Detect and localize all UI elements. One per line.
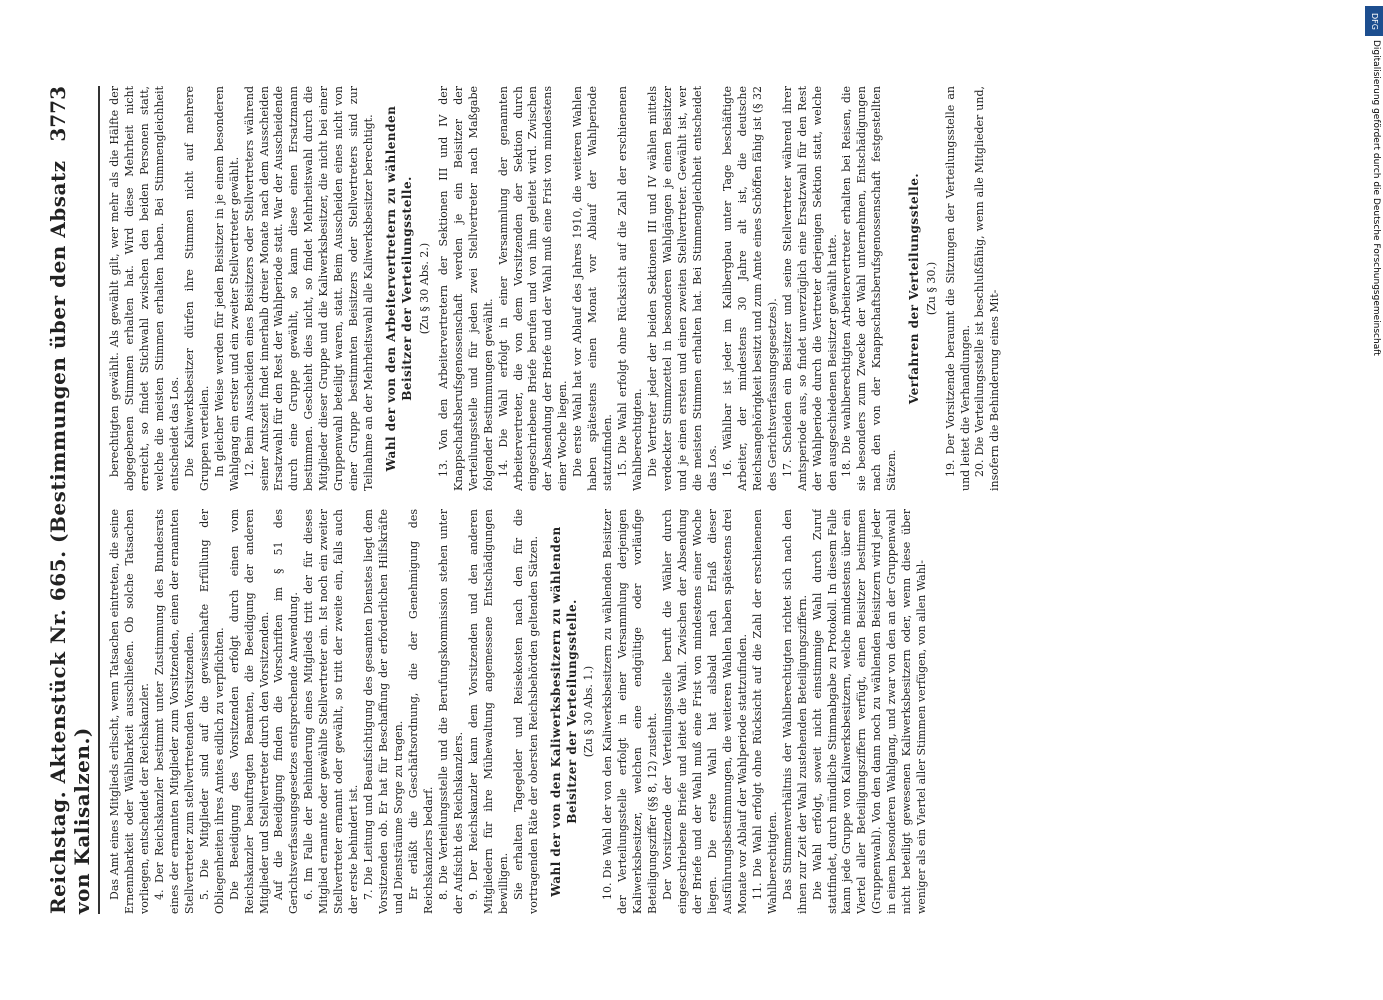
section-reference: (Zu § 30 Abs. 1.) (582, 665, 596, 758)
page-title: Reichstag. Aktenstück Nr. 665. (Bestimmungen über den Absatz von Kalisalzen.) (46, 160, 94, 914)
page-header (46, 86, 100, 914)
page-number: 3773 (46, 86, 70, 142)
paragraph: berechtigten gewählt. Als gewählt gilt, wer mehr als die Hälfte der abgegebenen Stimmen erhalten hat. Wird diese Mehrheit nicht erreicht, so findet Stichwahl zwischen den beiden Personen statt, welche die meisten Stimmen erhalten haben. Bei Stimmengleichheit entscheidet das Los. (108, 86, 181, 491)
paragraph: 18. Die wahlberechtigten Arbeitervertreter erhalten bei Reisen, die sie besonders zum Zwecke der Wahl unternehmen, Entschädigungen nach den von der Knappschaftsberufsgenossenschaft festgestellten Sätzen. (840, 86, 899, 491)
digitization-credit (1367, 40, 1381, 640)
paragraph: Sie erhalten Tagegelder und Reisekosten nach den für die vortragenden Räte der obersten Reichsbehörden geltenden Sätzen. (511, 509, 540, 914)
paragraph: 5. Die Mitglieder sind auf die gewissenhafte Erfüllung der Obliegenheiten ihres Amtes eidlich zu verpflichten. (197, 509, 226, 914)
paragraph: 15. Die Wahl erfolgt ohne Rücksicht auf die Zahl der erschienenen Wahlberechtigten. (616, 86, 645, 491)
paragraph: 7. Die Leitung und Beaufsichtigung des gesamten Dienstes liegt dem Vorsitzenden ob. Er hat für Beschaffung der erforderlichen Hilfskräfte und Diensträume Sorge zu tragen. (362, 509, 406, 914)
paragraph: Das Amt eines Mitglieds erlischt, wenn Tatsachen eintreten, die seine Ernennbarkeit oder Wählbarkeit ausschließen. Ob solche Tatsachen vorliegen, entscheidet der Reichskanzler. (108, 509, 151, 914)
paragraph: Die erste Wahl hat vor Ablauf des Jahres 1910, die weiteren Wahlen haben spätestens einen Monat vor Ablauf der Wahlperiode stattzufinden. (571, 86, 615, 491)
paragraph: Die Beeidigung des Vorsitzenden erfolgt durch einen vom Reichskanzler beauftragten Beamten, die Beeidigung der anderen Mitglieder und Stellvertreter durch den Vorsitzenden. (227, 509, 271, 914)
document-page (26, 60, 1356, 940)
section-heading: Wahl der von den Kaliwerksbesitzern zu wählenden Beisitzer der Verteilungsstelle. (548, 526, 579, 897)
section-heading: Wahl der von den Arbeitervertretern zu wählenden Beisitzer der Verteilungsstelle. (384, 105, 415, 472)
paragraph: 10. Die Wahl der von den Kaliwerksbesitzern zu wählenden Beisitzer der Verteilungsstelle erfolgt in einer Versammlung derjenigen Kaliwerksbesitzer, welchen eine endgültige oder vorläufige Beteiligungsziffer (§§ 8, 12) zusteht. (601, 509, 660, 914)
paragraph: Der Vorsitzende der Verteilungsstelle beruft die Wähler durch eingeschriebene Briefe und leitet die Wahl. Zwischen der Absendung der Briefe und der Wahl muß eine Frist von mindestens einer Woche liegen. Die erste Wahl hat alsbald nach Erlaß dieser Ausführungsbestimmungen, die weiteren Wahlen haben spätestens drei Monate vor Ablauf der Wahlperiode stattzufinden. (661, 509, 749, 914)
paragraph: 17. Scheiden ein Beisitzer und seine Stellvertreter während ihrer Amtsperiode aus, so findet unverzüglich eine Ersatzwahl für den Rest der Wahlperiode durch die Vertreter derjenigen Sektion statt, welche den ausgeschiedenen Beisitzer gewählt hatte. (780, 86, 839, 491)
paragraph: 8. Die Verteilungsstelle und die Berufungskommission stehen unter der Aufsicht des Reichskanzlers. (436, 509, 465, 914)
paragraph: 19. Der Vorsitzende beraumt die Sitzungen der Verteilungsstelle an und leitet die Verhandlungen. (943, 86, 972, 491)
paragraph: Die Vertreter jeder der beiden Sektionen III und IV wählen mittels verdeckter Stimmzettel in besonderen Wahlgängen je einen Beisitzer und je einen ersten und einen zweiten Stellvertreter. Gewählt ist, wer die meisten Stimmen erhalten hat. Bei Stimmengleichheit entscheidet das Los. (646, 86, 719, 491)
paragraph: 13. Von den Arbeitervertretern der Sektionen III und IV der Knappschaftsberufsgenossenschaft werden je ein Beisitzer der Verteilungsstelle und für jeden zwei Stellvertreter nach Maßgabe folgender Bestimmungen gewählt. (436, 86, 495, 491)
paragraph: 6. Im Falle der Behinderung eines Mitglieds tritt der für dieses Mitglied ernannte oder gewählte Stellvertreter ein. Ist noch ein zweiter Stellvertreter ernannt oder gewählt, so tritt der zweite ein, falls auch der erste behindert ist. (302, 509, 361, 914)
paragraph: In gleicher Weise werden für jeden Beisitzer in je einem besonderen Wahlgang ein erster und ein zweiter Stellvertreter gewählt. (212, 86, 241, 491)
paragraph: 4. Der Reichskanzler bestimmt unter Zustimmung des Bundesrats eines der ernannten Mitglieder zum Vorsitzenden, einen der ernannten Stellvertreter zum stellvertretenden Vorsitzenden. (152, 509, 196, 914)
paragraph: 11. Die Wahl erfolgt ohne Rücksicht auf die Zahl der erschienenen Wahlberechtigten. (750, 509, 779, 914)
paragraph: 9. Der Reichskanzler kann dem Vorsitzenden und den anderen Mitgliedern für ihre Mühewaltung angemessene Entschädigungen bewilligen. (466, 509, 510, 914)
paragraph: 16. Wählbar ist jeder im Kalibergbau unter Tage beschäftigte Arbeiter, der mindestens 30 Jahre alt ist, die deutsche Reichsangehörigkeit besitzt und zum Amte eines Schöffen fähig ist (§ 32 des Gerichtsverfassungsgesetzes). (720, 86, 779, 491)
text-column-right (108, 86, 1348, 491)
paragraph: 12. Beim Ausscheiden eines Beisitzers oder Stellvertreters während seiner Amtszeit findet innerhalb dreier Monate nach dem Ausscheiden Ersatzwahl für den Rest der Wahlperiode statt. War der Ausscheidende durch eine Gruppe gewählt, so kann diese einen Ersatzmann bestimmen. Geschieht dies nicht, so findet Mehrheitswahl durch die Mitglieder dieser Gruppe und die Kaliwerksbesitzer, die nicht bei einer Gruppenwahl beteiligt waren, statt. Beim Ausscheiden eines nicht von einer Gruppe bestimmten Beisitzers oder Stellvertreters sind zur Teilnahme an der Mehrheitswahl alle Kaliwerksbesitzer berechtigt. (242, 86, 376, 491)
paragraph: 14. Die Wahl erfolgt in einer Versammlung der genannten Arbeitervertreter, die von dem Vorsitzenden der Sektion durch eingeschriebene Briefe berufen und von ihm geleitet wird. Zwischen der Absendung der Briefe und der Wahl muß eine Frist von mindestens einer Woche liegen. (496, 86, 570, 491)
paragraph: Die Kaliwerksbesitzer dürfen ihre Stimmen nicht auf mehrere Gruppen verteilen. (182, 86, 211, 491)
paragraph: Er erläßt die Geschäftsordnung, die der Genehmigung des Reichskanzlers bedarf. (407, 509, 436, 914)
text-columns (108, 86, 1348, 914)
dfg-logo: DFG (1365, 6, 1383, 36)
digitization-credit-text: Digitalisierung gefördert durch die Deutsche Forschungsgemeinschaft (1371, 40, 1381, 356)
text-column-left (108, 509, 1348, 914)
section-reference: (Zu § 30.) (924, 261, 938, 316)
section-heading: Verfahren der Verteilungsstelle. (907, 172, 922, 405)
paragraph: Das Stimmenverhältnis der Wahlberechtigten richtet sich nach den ihnen zur Zeit der Wahl zustehenden Beteiligungsziffern. (780, 509, 809, 914)
paragraph: 20. Die Verteilungsstelle ist beschlußfähig, wenn alle Mitglieder und, insofern die Behinderung eines Mit- (973, 86, 1002, 491)
section-reference: (Zu § 30 Abs. 2.) (417, 242, 431, 335)
paragraph: Die Wahl erfolgt, soweit nicht einstimmige Wahl durch Zuruf stattfindet, durch mündliche Stimmabgabe zu Protokoll. In diesem Falle kann jede Gruppe von Kaliwerksbesitzern, welche mindestens über ein Viertel aller Beteiligungsziffern verfügt, einen Beisitzer bestimmen (Gruppenwahl). Von den dann noch zu wählenden Beisitzern wird jeder in einem besonderen Wahlgang, und zwar von den an der Gruppenwahl nicht beteiligt gewesenen Kaliwerksbesitzern oder, wenn diese über weniger als ein Viertel aller Stimmen verfügen, von allen Wahl- (810, 509, 929, 914)
paragraph: Auf die Beeidigung finden die Vorschriften im § 51 des Gerichtsverfassungsgesetzes entsprechende Anwendung. (272, 509, 301, 914)
